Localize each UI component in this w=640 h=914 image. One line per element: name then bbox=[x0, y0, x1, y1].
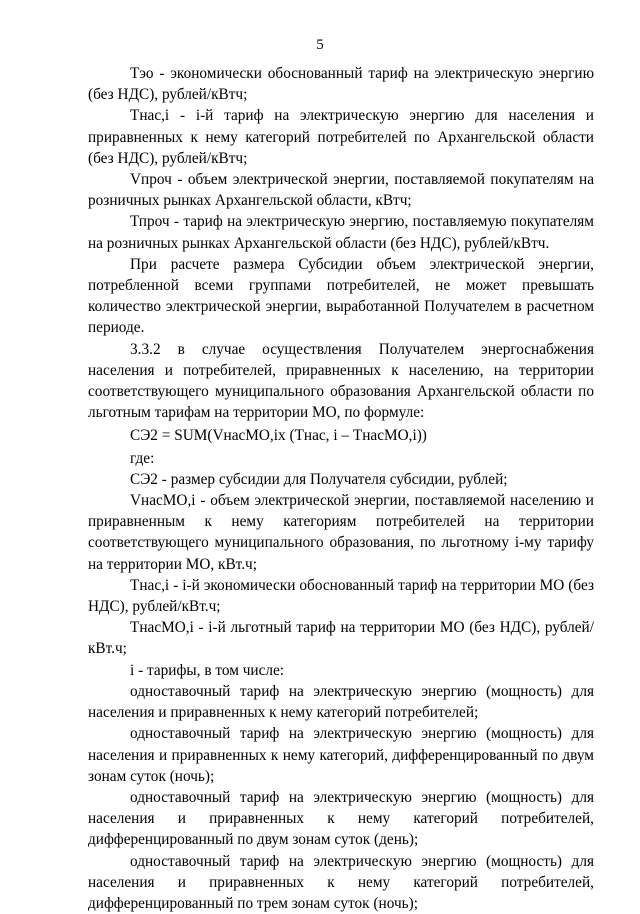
list-item-tariff-2: одноставочный тариф на электрическую энергию (мощность) для населения и приравненных к нему категорий, дифференцированный по двум зонам суток (ночь); bbox=[88, 725, 594, 785]
list-item-tariff-3: одноставочный тариф на электрическую энергию (мощность) для населения и приравненных к нему категорий потребителей, дифференцированный по двум зонам суток (день); bbox=[88, 788, 594, 849]
list-item-tariff-1: одноставочный тариф на электрическую энергию (мощность) для населения и приравненных к нему категорий потребителей; bbox=[88, 682, 594, 722]
document-body bbox=[88, 63, 594, 914]
paragraph-tariffs-intro: i - тарифы, в том числе: bbox=[130, 661, 285, 679]
paragraph-tnas-definition: Тнас,i - i-й тариф на электрическую энергию для населения и приравненных к нему категорий потребителей по Архангельской области (без НДС), рублей/кВтч; bbox=[88, 107, 594, 167]
paragraph-clause-3-3-2: 3.3.2 в случае осуществления Получателем энергоснабжения населения и потребителей, приравненных к населению, на территории соответствующего муниципального образования Архангельской области по льготным тарифам на территории МО, по формуле: bbox=[88, 340, 594, 422]
paragraph-calculation-limit: При расчете размера Субсидии объем электрической энергии, потребленной всеми группами потребителей, не может превышать количество электрической энергии, выработанной Получателем в расчетном периоде. bbox=[88, 255, 594, 337]
page-number: 5 bbox=[316, 37, 324, 53]
paragraph-vproch-definition: Vпроч - объем электрической энергии, поставляемой покупателям на розничных рынках Архангельской области, кВтч; bbox=[88, 171, 594, 210]
paragraph-vnasmo-definition: VнасМО,i - объем электрической энергии, поставляемой населению и приравненным к нему категориям потребителей на территории соответствующего муниципального образования, по льготному i-му тарифу на территории МО, кВт.ч; bbox=[88, 492, 594, 573]
formula-se2: СЭ2 = SUM(VнасМО,ix (Тнас, i – ТнасМО,i)) bbox=[130, 427, 427, 445]
paragraph-where: где: bbox=[130, 449, 155, 467]
paragraph-teo-definition: Тэо - экономически обоснованный тариф на электрическую энергию (без НДС), рублей/кВтч; bbox=[88, 65, 594, 104]
paragraph-se2-definition: СЭ2 - размер субсидии для Получателя субсидии, рублей; bbox=[130, 470, 508, 488]
list-item-tariff-4: одноставочный тариф на электрическую энергию (мощность) для населения и приравненных к нему категорий потребителей, дифференцированный по трем зонам суток (ночь); bbox=[88, 852, 594, 912]
paragraph-tnas-mo-definition: Тнас,i - i-й экономически обоснованный тариф на территории МО (без НДС), рублей/кВт.ч; bbox=[88, 576, 594, 616]
paragraph-tnasmo-definition: ТнасМО,i - i-й льготный тариф на территории МО (без НДС), рублей/кВт.ч; bbox=[88, 619, 594, 658]
paragraph-tproch-definition: Тпроч - тариф на электрическую энергию, поставляемую покупателям на розничных рынках Архангельской области (без НДС), рублей/кВтч. bbox=[88, 213, 594, 252]
